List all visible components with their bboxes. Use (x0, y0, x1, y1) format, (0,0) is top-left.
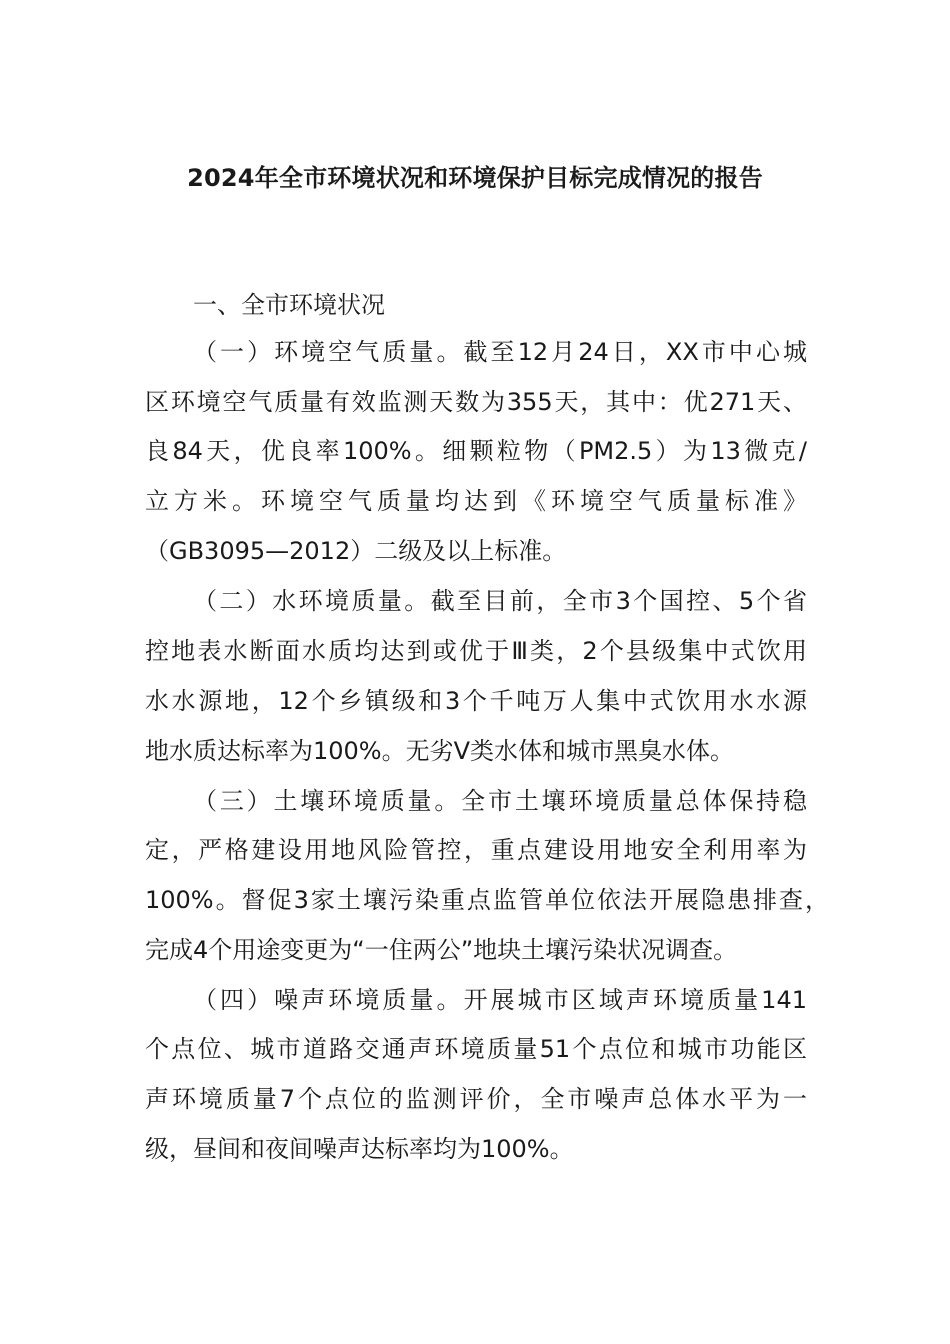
paragraph-line: （四）噪声环境质量。开展城市区域声环境质量141 (193, 986, 807, 1014)
paragraph-line: （二）水环境质量。截至目前，全市3个国控、5个省 (193, 587, 807, 615)
paragraph-line: 定，严格建设用地风险管控，重点建设用地安全利用率为 (145, 836, 807, 864)
paragraph-line: 地水质达标率为100%。无劣Ⅴ类水体和城市黑臭水体。 (145, 737, 735, 765)
paragraph-line: 个点位、城市道路交通声环境质量51个点位和城市功能区 (145, 1035, 807, 1063)
document-title: 2024年全市环境状况和环境保护目标完成情况的报告 (187, 164, 763, 192)
paragraph-line: （GB3095—2012）二级及以上标准。 (145, 537, 567, 565)
paragraph-line: 级，昼间和夜间噪声达标率均为100%。 (145, 1135, 574, 1163)
paragraph-line: 声环境质量7个点位的监测评价，全市噪声总体水平为一 (145, 1085, 807, 1113)
paragraph-line: （一）环境空气质量。截至12月24日，XX市中心城 (193, 338, 807, 366)
paragraph-line: 区环境空气质量有效监测天数为355天，其中：优271天、 (145, 388, 807, 416)
section-heading: 一、全市环境状况 (193, 291, 385, 319)
paragraph-line: 控地表水断面水质均达到或优于Ⅲ类，2个县级集中式饮用 (145, 637, 807, 665)
paragraph-line: 良84天，优良率100%。细颗粒物（PM2.5）为13微克/ (145, 437, 807, 465)
paragraph-line: 100%。督促3家土壤污染重点监管单位依法开展隐患排查， (145, 886, 829, 914)
paragraph-line: 完成4个用途变更为“一住两公”地块土壤污染状况调查。 (145, 936, 738, 964)
paragraph-line: （三）土壤环境质量。全市土壤环境质量总体保持稳 (193, 787, 807, 815)
paragraph-line: 水水源地，12个乡镇级和3个千吨万人集中式饮用水水源 (145, 687, 807, 715)
paragraph-line: 立方米。环境空气质量均达到《环境空气质量标准》 (145, 487, 807, 515)
